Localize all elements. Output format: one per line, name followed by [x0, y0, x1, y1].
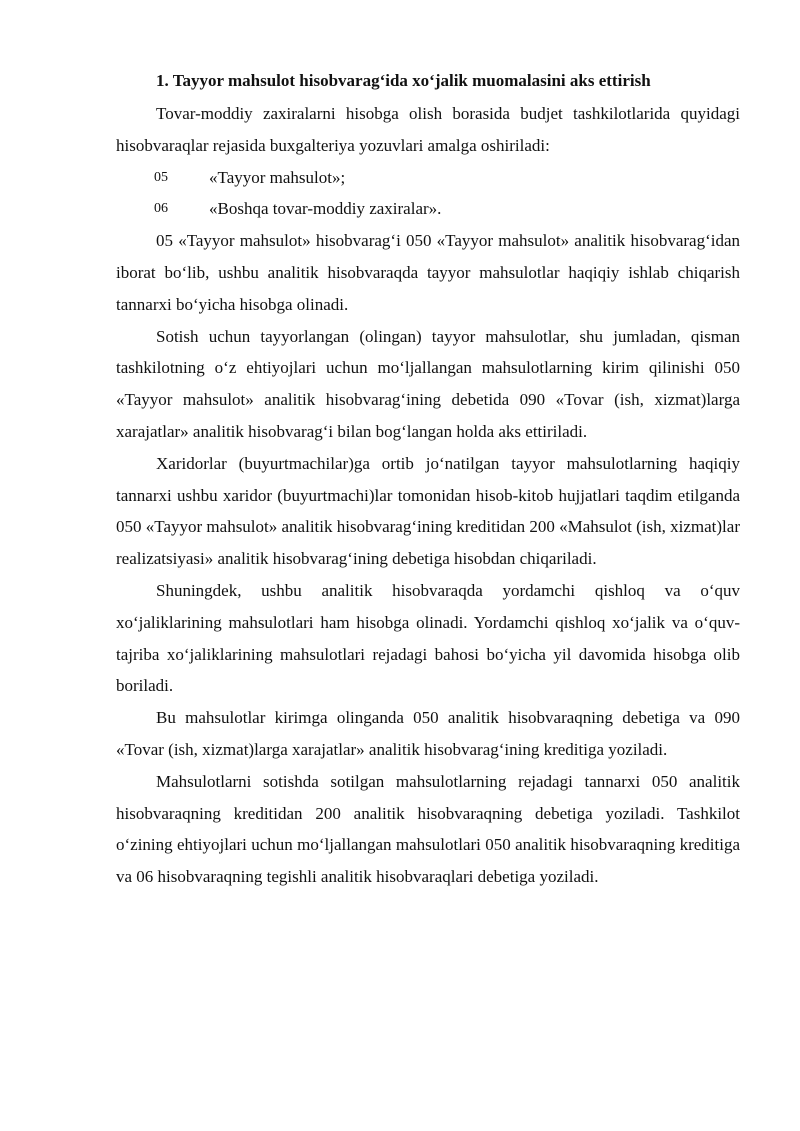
- list-item-text: «Tayyor mahsulot»;: [209, 167, 346, 187]
- list-item-number: 06: [154, 201, 168, 217]
- body-paragraph: Sotish uchun tayyorlangan (olingan) tayyor mahsulotlar, shu jumladan, qisman tashkilotning o‘z ehtiyojlari uchun mo‘ljallangan mahsulotlarning kirim qilinishi 050 «Tayyor mahsulot» analitik hisobvarag‘ining debetida 090 «Tovar (ish, xizmat)larga xarajatlar» analitik hisobvarag‘i bilan bog‘langan holda aks ettiriladi.: [116, 326, 740, 441]
- body-paragraph: Bu mahsulotlar kirimga olinganda 050 analitik hisobvaraqning debetiga va 090 «Tovar (ish, xizmat)larga xarajatlar» analitik hisobvarag‘ining kreditiga yoziladi.: [116, 708, 740, 759]
- body-paragraph: Shuningdek, ushbu analitik hisobvaraqda yordamchi qishloq va o‘quv xo‘jaliklarining mahsulotlari ham hisobga olinadi. Yordamchi qishloq xo‘jalik va o‘quv-tajriba xo‘jaliklarining mahsulotlari rejadagi bahosi bo‘yicha yil davomida hisobga olib boriladi.: [116, 580, 740, 696]
- list-item-number: 05: [154, 169, 168, 185]
- body-paragraph: Mahsulotlarni sotishda sotilgan mahsulotlarning rejadagi tannarxi 050 analitik hisobvaraqning kreditidan 200 analitik hisobvaraqning debetiga yoziladi. Tashkilot o‘zining ehtiyojlari uchun mo‘ljallangan mahsulotlari 050 analitik hisobvaraqning kreditiga va 06 hisobvaraqning tegishli analitik hisobvaraqlari debetiga yoziladi.: [116, 771, 740, 887]
- body-paragraph: Xaridorlar (buyurtmachilar)ga ortib jo‘natilgan tayyor mahsulotlarning haqiqiy tannarxi ushbu xaridor (buyurtmachi)lar tomonidan hisob-kitob hujjatlari taqdim etilganda 050 «Tayyor mahsulot» analitik hisobvarag‘ining kreditidan 200 «Mahsulot (ish, xizmat)lar realizatsiyasi» analitik hisobvarag‘ining debetiga hisobdan chiqariladi.: [116, 453, 740, 569]
- intro-paragraph: Tovar-moddiy zaxiralarni hisobga olish borasida budjet tashkilotlarida quyidagi hisobvaraqlar rejasida buxgalteriya yozuvlari amalga oshiriladi:: [116, 104, 740, 155]
- list-item: [116, 193, 740, 225]
- list-item-text: «Boshqa tovar-moddiy zaxiralar».: [209, 199, 442, 219]
- section-heading: 1. Tayyor mahsulot hisobvarag‘ida xo‘jalik muomalasini aks ettirish: [156, 71, 651, 90]
- document-page: [116, 64, 740, 893]
- body-paragraph: 05 «Tayyor mahsulot» hisobvarag‘i 050 «Tayyor mahsulot» analitik hisobvarag‘idan iborat bo‘lib, ushbu analitik hisobvaraqda tayyor mahsulotlar haqiqiy ishlab chiqarish tannarxi bo‘yicha hisobga olinadi.: [116, 231, 740, 314]
- list-item: [116, 162, 740, 194]
